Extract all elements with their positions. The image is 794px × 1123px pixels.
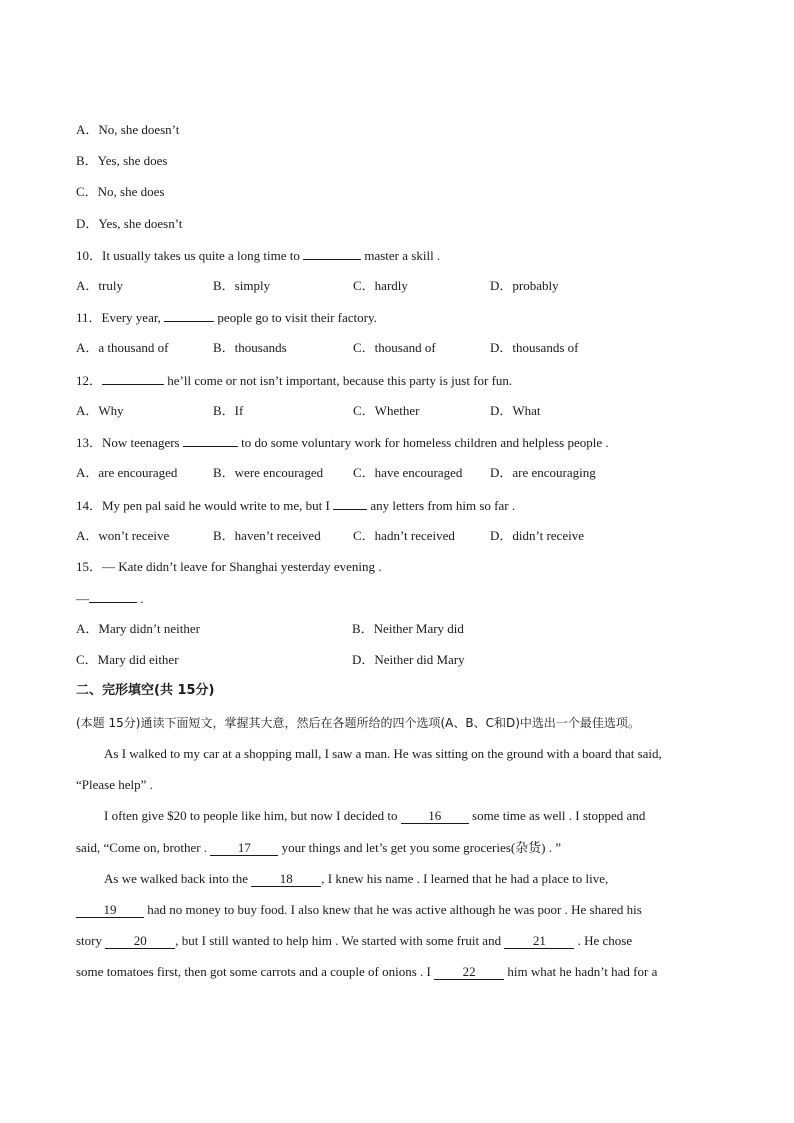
passage-p3-line3-pre: story bbox=[76, 933, 102, 948]
q12-blank bbox=[102, 372, 164, 385]
cloze-blank-21: 21 bbox=[504, 934, 574, 949]
q12-option-d: D．What bbox=[490, 403, 541, 418]
passage-p3-line2-post: had no money to buy food. I also knew that he was active although he was poor . He shared his bbox=[147, 902, 642, 917]
section-heading: 二、完形填空(共 15分) bbox=[76, 683, 215, 698]
q12-stem-post: he’ll come or not isn’t important, because this party is just for fun. bbox=[167, 373, 513, 388]
passage-p3-line1-pre: As we walked back into the bbox=[104, 871, 249, 886]
q12-option-b: B．If bbox=[213, 403, 244, 418]
cloze-blank-16: 16 bbox=[401, 809, 469, 824]
q11-stem-post: people go to visit their factory. bbox=[217, 310, 377, 325]
q14-option-b: B．haven’t received bbox=[213, 528, 321, 543]
cloze-blank-20: 20 bbox=[105, 934, 175, 949]
q11-blank bbox=[164, 309, 214, 322]
q13-stem-post: to do some voluntary work for homeless children and helpless people . bbox=[241, 435, 609, 450]
q11-option-a: A．a thousand of bbox=[76, 340, 169, 355]
q15-reply bbox=[76, 590, 144, 607]
q12-stem-pre: 12． bbox=[76, 373, 103, 388]
q13-option-a: A．are encouraged bbox=[76, 465, 178, 480]
q10-stem-post: master a skill . bbox=[364, 248, 441, 263]
q14-options bbox=[76, 528, 716, 544]
q13-option-d: D．are encouraging bbox=[490, 465, 596, 480]
q13-option-b: B．were encouraged bbox=[213, 465, 324, 480]
q15-reply-dash: — bbox=[76, 591, 89, 606]
passage-p3-line2 bbox=[76, 902, 642, 918]
cloze-blank-22: 22 bbox=[434, 965, 504, 980]
cloze-blank-18: 18 bbox=[251, 872, 321, 887]
passage-p2-line2-pre: said, “Come on, brother . bbox=[76, 840, 208, 855]
q13-stem bbox=[76, 434, 609, 451]
q11-stem bbox=[76, 309, 377, 326]
q12-stem bbox=[76, 372, 512, 389]
q9-option-a: A．No, she doesn’t bbox=[76, 122, 180, 137]
q13-stem-pre: 13．Now teenagers bbox=[76, 435, 180, 450]
q12-options bbox=[76, 403, 716, 419]
q15-option-d: D．Neither did Mary bbox=[352, 652, 465, 667]
q14-option-c: C．hadn’t received bbox=[353, 528, 455, 543]
q15-options-row2 bbox=[76, 652, 716, 668]
q14-stem-post: any letters from him so far . bbox=[370, 498, 516, 513]
q11-option-b: B．thousands bbox=[213, 340, 287, 355]
q13-blank bbox=[183, 434, 238, 447]
passage-p3-line3-mid: , but I still wanted to help him . We started with some fruit and bbox=[175, 933, 502, 948]
q10-option-b: B．simply bbox=[213, 278, 271, 293]
q15-option-c: C．Mary did either bbox=[76, 652, 179, 667]
q15-option-b: B．Neither Mary did bbox=[352, 621, 464, 636]
q14-option-a: A．won’t receive bbox=[76, 528, 170, 543]
passage-p3-line4-post: him what he hadn’t had for a bbox=[507, 964, 658, 979]
passage-p2-line1-pre: I often give $20 to people like him, but now I decided to bbox=[104, 808, 398, 823]
passage-p2-line1 bbox=[104, 808, 645, 824]
passage-p3-line1-post: , I knew his name . I learned that he had a place to live, bbox=[321, 871, 609, 886]
q14-stem-pre: 14．My pen pal said he would write to me, but I bbox=[76, 498, 330, 513]
q11-option-d: D．thousands of bbox=[490, 340, 579, 355]
passage-p1-line2: “Please help” . bbox=[76, 777, 153, 792]
q10-stem bbox=[76, 247, 440, 264]
q14-stem bbox=[76, 497, 515, 514]
passage-p1-line1: As I walked to my car at a shopping mall, I saw a man. He was sitting on the ground with a board that said, bbox=[104, 746, 662, 761]
q10-blank bbox=[303, 247, 361, 260]
q9-option-b: B．Yes, she does bbox=[76, 153, 168, 168]
q10-option-d: D．probably bbox=[490, 278, 559, 293]
q9-option-c: C．No, she does bbox=[76, 184, 165, 199]
passage-p3-line3-post: . He chose bbox=[577, 933, 633, 948]
passage-p3-line4-pre: some tomatoes first, then got some carrots and a couple of onions . I bbox=[76, 964, 431, 979]
q15-blank bbox=[89, 590, 137, 603]
cloze-blank-17: 17 bbox=[210, 841, 278, 856]
passage-p2-line2-post: your things and let’s get you some groceries(杂货) . ” bbox=[281, 840, 561, 855]
q11-options bbox=[76, 340, 716, 356]
q14-blank bbox=[333, 497, 367, 510]
q13-option-c: C．have encouraged bbox=[353, 465, 463, 480]
q10-stem-pre: 10．It usually takes us quite a long time to bbox=[76, 248, 300, 263]
section-instruction: (本题 15分)通读下面短文，掌握其大意，然后在各题所给的四个选项(A、B、C和D)中选出一个最佳选项。 bbox=[76, 716, 640, 730]
q11-option-c: C．thousand of bbox=[353, 340, 436, 355]
q10-option-c: C．hardly bbox=[353, 278, 408, 293]
passage-p2-line2 bbox=[76, 840, 561, 856]
q14-option-d: D．didn’t receive bbox=[490, 528, 584, 543]
q9-option-d: D．Yes, she doesn’t bbox=[76, 216, 183, 231]
passage-p3-line3 bbox=[76, 933, 632, 949]
q11-stem-pre: 11．Every year, bbox=[76, 310, 161, 325]
q15-stem: 15．— Kate didn’t leave for Shanghai yesterday evening . bbox=[76, 559, 382, 574]
passage-p3-line1 bbox=[104, 871, 608, 887]
cloze-blank-19: 19 bbox=[76, 903, 144, 918]
q15-reply-end: . bbox=[140, 591, 144, 606]
q12-option-c: C．Whether bbox=[353, 403, 420, 418]
q12-option-a: A．Why bbox=[76, 403, 124, 418]
q13-options bbox=[76, 465, 716, 481]
q15-options-row1 bbox=[76, 621, 716, 637]
q15-option-a: A．Mary didn’t neither bbox=[76, 621, 200, 636]
passage-p3-line4 bbox=[76, 964, 657, 980]
q10-option-a: A．truly bbox=[76, 278, 123, 293]
q10-options bbox=[76, 278, 716, 294]
passage-p2-line1-post: some time as well . I stopped and bbox=[472, 808, 646, 823]
